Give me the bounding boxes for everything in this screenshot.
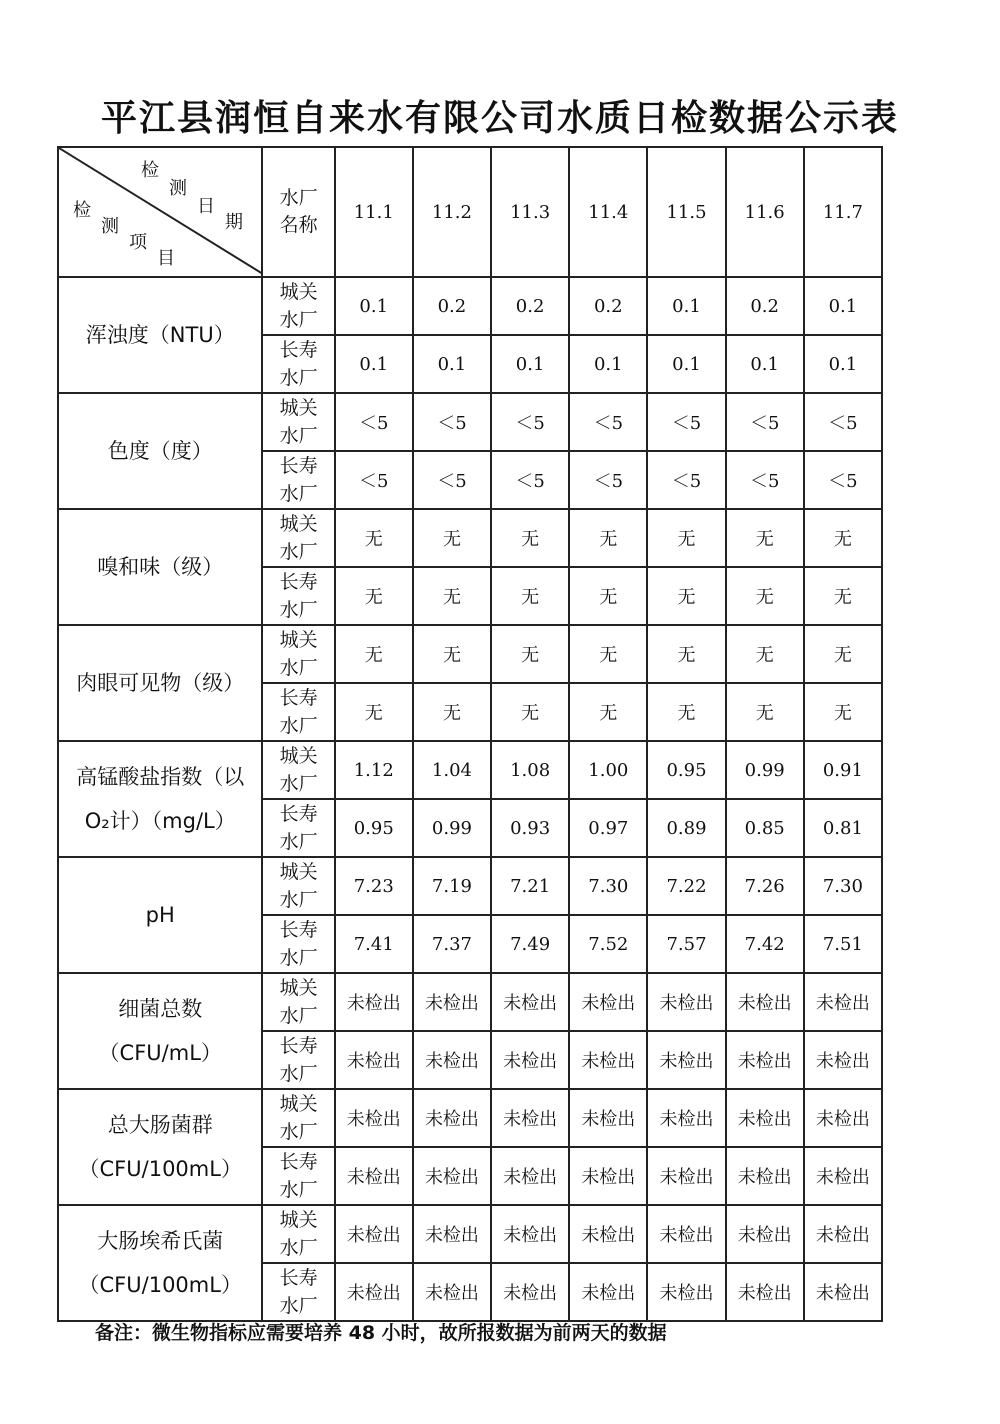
test-item-name: O₂计）（mg/L）	[84, 809, 236, 833]
value-cell: ＜5	[335, 451, 413, 509]
value-cell: 0.99	[413, 799, 491, 857]
plant-name-header: 水厂 名称	[262, 147, 334, 277]
value-cell: 无	[726, 683, 804, 741]
value-cell: 无	[726, 625, 804, 683]
table-row	[58, 741, 882, 799]
plant-name-cell: 城关 水厂	[262, 1205, 334, 1263]
value-cell: ＜5	[647, 451, 725, 509]
value-cell: 未检出	[804, 1263, 882, 1321]
value-cell: 0.91	[804, 741, 882, 799]
value-cell: 7.26	[726, 857, 804, 915]
value-cell: ＜5	[804, 393, 882, 451]
value-cell: 0.85	[726, 799, 804, 857]
test-item-cell	[58, 857, 262, 973]
value-cell: 未检出	[413, 1089, 491, 1147]
value-cell: 无	[569, 567, 647, 625]
value-cell: 未检出	[647, 1147, 725, 1205]
date-header: 11.4	[569, 147, 647, 277]
test-item-name: 总大肠菌群	[107, 1113, 213, 1137]
value-cell: 无	[569, 509, 647, 567]
value-cell: 0.1	[335, 277, 413, 335]
value-cell: 未检出	[413, 1263, 491, 1321]
value-cell: 无	[726, 509, 804, 567]
value-cell: 7.21	[491, 857, 569, 915]
table-row	[58, 277, 882, 335]
plant-name-cell: 城关 水厂	[262, 277, 334, 335]
value-cell: 0.1	[726, 335, 804, 393]
value-cell: ＜5	[569, 451, 647, 509]
value-cell: 未检出	[726, 1147, 804, 1205]
value-cell: 未检出	[491, 1147, 569, 1205]
value-cell: 0.1	[569, 335, 647, 393]
value-cell: 未检出	[726, 1031, 804, 1089]
value-cell: 无	[569, 683, 647, 741]
value-cell: 未检出	[647, 1205, 725, 1263]
value-cell: 未检出	[335, 1205, 413, 1263]
value-cell: 未检出	[647, 1031, 725, 1089]
value-cell: 无	[491, 683, 569, 741]
value-cell: 1.00	[569, 741, 647, 799]
date-header: 11.6	[726, 147, 804, 277]
value-cell: ＜5	[335, 393, 413, 451]
test-item-name: 大肠埃希氏菌	[97, 1229, 224, 1253]
value-cell: 未检出	[647, 973, 725, 1031]
test-item-name: 细菌总数	[118, 997, 203, 1021]
test-item-name: 高锰酸盐指数（以	[76, 765, 245, 789]
plant-name-cell: 城关 水厂	[262, 393, 334, 451]
value-cell: 无	[647, 625, 725, 683]
value-cell: 无	[335, 683, 413, 741]
value-cell: 未检出	[335, 1031, 413, 1089]
value-cell: 7.41	[335, 915, 413, 973]
corner-top-char: 期	[225, 212, 243, 233]
value-cell: 未检出	[491, 1089, 569, 1147]
corner-top-char: 检	[141, 160, 159, 181]
corner-top-char: 日	[197, 196, 215, 217]
table-row	[58, 393, 882, 451]
value-cell: 未检出	[335, 1147, 413, 1205]
table-row	[58, 1205, 882, 1263]
value-cell: 无	[804, 509, 882, 567]
value-cell: 无	[804, 683, 882, 741]
value-cell: 7.23	[335, 857, 413, 915]
value-cell: 7.51	[804, 915, 882, 973]
date-header: 11.5	[647, 147, 725, 277]
value-cell: 未检出	[413, 973, 491, 1031]
value-cell: 无	[569, 625, 647, 683]
value-cell: 0.97	[569, 799, 647, 857]
value-cell: 无	[413, 625, 491, 683]
corner-header-cell	[58, 147, 262, 277]
plant-name-cell: 长寿 水厂	[262, 915, 334, 973]
date-header: 11.3	[491, 147, 569, 277]
header-row	[58, 147, 882, 277]
test-item-cell	[58, 625, 262, 741]
value-cell: 未检出	[569, 973, 647, 1031]
value-cell: 无	[647, 509, 725, 567]
table-row	[58, 509, 882, 567]
value-cell: ＜5	[491, 451, 569, 509]
table-row	[58, 1089, 882, 1147]
test-item-cell	[58, 1205, 262, 1321]
value-cell: 0.93	[491, 799, 569, 857]
value-cell: 无	[335, 567, 413, 625]
test-item-name: （CFU/mL）	[98, 1041, 222, 1065]
value-cell: 无	[491, 625, 569, 683]
value-cell: 无	[491, 567, 569, 625]
test-item-cell	[58, 1089, 262, 1205]
value-cell: 0.1	[804, 277, 882, 335]
test-item-name: 浑浊度（NTU）	[85, 323, 235, 347]
value-cell: 无	[491, 509, 569, 567]
test-item-cell	[58, 973, 262, 1089]
value-cell: 0.1	[647, 335, 725, 393]
plant-name-cell: 长寿 水厂	[262, 451, 334, 509]
test-item-name: 色度（度）	[107, 439, 213, 463]
test-item-cell	[58, 509, 262, 625]
value-cell: 1.04	[413, 741, 491, 799]
value-cell: 7.52	[569, 915, 647, 973]
value-cell: 7.37	[413, 915, 491, 973]
page-title: 平江县润恒自来水有限公司水质日检数据公示表	[100, 98, 899, 139]
corner-top-char: 测	[169, 178, 187, 199]
value-cell: 未检出	[413, 1147, 491, 1205]
value-cell: 0.99	[726, 741, 804, 799]
value-cell: ＜5	[413, 451, 491, 509]
value-cell: 7.22	[647, 857, 725, 915]
value-cell: ＜5	[413, 393, 491, 451]
value-cell: 未检出	[804, 1147, 882, 1205]
table-row	[58, 857, 882, 915]
value-cell: 未检出	[804, 1031, 882, 1089]
value-cell: ＜5	[726, 451, 804, 509]
value-cell: 7.42	[726, 915, 804, 973]
value-cell: 未检出	[491, 1263, 569, 1321]
value-cell: 无	[413, 509, 491, 567]
plant-name-cell: 长寿 水厂	[262, 683, 334, 741]
value-cell: 0.95	[647, 741, 725, 799]
value-cell: 未检出	[569, 1263, 647, 1321]
value-cell: 0.1	[491, 335, 569, 393]
value-cell: ＜5	[569, 393, 647, 451]
value-cell: ＜5	[491, 393, 569, 451]
plant-name-cell: 城关 水厂	[262, 857, 334, 915]
plant-name-cell: 城关 水厂	[262, 509, 334, 567]
value-cell: 未检出	[804, 1205, 882, 1263]
value-cell: ＜5	[647, 393, 725, 451]
value-cell: 7.49	[491, 915, 569, 973]
value-cell: 0.81	[804, 799, 882, 857]
plant-name-cell: 城关 水厂	[262, 625, 334, 683]
plant-name-cell: 长寿 水厂	[262, 1263, 334, 1321]
value-cell: 无	[413, 683, 491, 741]
value-cell: 未检出	[335, 1263, 413, 1321]
value-cell: ＜5	[726, 393, 804, 451]
value-cell: 未检出	[413, 1031, 491, 1089]
value-cell: ＜5	[804, 451, 882, 509]
plant-name-cell: 长寿 水厂	[262, 1031, 334, 1089]
test-item-cell	[58, 277, 262, 393]
value-cell: 未检出	[491, 973, 569, 1031]
value-cell: 7.57	[647, 915, 725, 973]
plant-name-cell: 城关 水厂	[262, 741, 334, 799]
value-cell: 无	[804, 567, 882, 625]
plant-name-cell: 城关 水厂	[262, 973, 334, 1031]
corner-bottom-char: 项	[129, 232, 147, 253]
water-quality-table	[57, 146, 883, 1322]
value-cell: 0.1	[413, 335, 491, 393]
date-header: 11.2	[413, 147, 491, 277]
value-cell: 无	[804, 625, 882, 683]
value-cell: 0.95	[335, 799, 413, 857]
value-cell: 未检出	[726, 1089, 804, 1147]
test-item-name: 肉眼可见物（级）	[76, 671, 245, 695]
value-cell: 未检出	[491, 1031, 569, 1089]
value-cell: 0.2	[569, 277, 647, 335]
test-item-cell	[58, 393, 262, 509]
corner-bottom-char: 检	[73, 200, 91, 221]
plant-name-cell: 长寿 水厂	[262, 567, 334, 625]
value-cell: 未检出	[647, 1263, 725, 1321]
value-cell: 0.1	[335, 335, 413, 393]
value-cell: 7.19	[413, 857, 491, 915]
value-cell: 未检出	[335, 1089, 413, 1147]
value-cell: 7.30	[804, 857, 882, 915]
value-cell: 无	[647, 567, 725, 625]
table-row	[58, 973, 882, 1031]
value-cell: 无	[335, 625, 413, 683]
date-header: 11.1	[335, 147, 413, 277]
test-item-name: （CFU/100mL）	[78, 1157, 242, 1181]
value-cell: 0.1	[804, 335, 882, 393]
value-cell: 未检出	[335, 973, 413, 1031]
test-item-name: pH	[145, 903, 175, 927]
value-cell: 无	[413, 567, 491, 625]
value-cell: 未检出	[569, 1031, 647, 1089]
value-cell: 未检出	[569, 1147, 647, 1205]
corner-bottom-char: 测	[101, 216, 119, 237]
value-cell: 未检出	[413, 1205, 491, 1263]
value-cell: 0.89	[647, 799, 725, 857]
plant-name-cell: 长寿 水厂	[262, 1147, 334, 1205]
value-cell: 1.12	[335, 741, 413, 799]
value-cell: 无	[647, 683, 725, 741]
value-cell: 未检出	[647, 1089, 725, 1147]
footnote: 备注：微生物指标应需要培养 48 小时，故所报数据为前两天的数据	[95, 1322, 667, 1344]
test-item-cell	[58, 741, 262, 857]
plant-name-cell: 城关 水厂	[262, 1089, 334, 1147]
value-cell: 无	[726, 567, 804, 625]
value-cell: 未检出	[804, 973, 882, 1031]
value-cell: 无	[335, 509, 413, 567]
value-cell: 0.1	[647, 277, 725, 335]
plant-name-cell: 长寿 水厂	[262, 335, 334, 393]
value-cell: 未检出	[726, 973, 804, 1031]
value-cell: 未检出	[569, 1089, 647, 1147]
value-cell: 未检出	[491, 1205, 569, 1263]
value-cell: 未检出	[726, 1205, 804, 1263]
value-cell: 未检出	[569, 1205, 647, 1263]
value-cell: 1.08	[491, 741, 569, 799]
corner-bottom-char: 目	[157, 248, 175, 269]
date-header: 11.7	[804, 147, 882, 277]
value-cell: 7.30	[569, 857, 647, 915]
test-item-name: 嗅和味（级）	[97, 555, 224, 579]
value-cell: 0.2	[413, 277, 491, 335]
table-row	[58, 625, 882, 683]
value-cell: 0.2	[726, 277, 804, 335]
value-cell: 0.2	[491, 277, 569, 335]
value-cell: 未检出	[726, 1263, 804, 1321]
value-cell: 未检出	[804, 1089, 882, 1147]
test-item-name: （CFU/100mL）	[78, 1273, 242, 1297]
plant-name-cell: 长寿 水厂	[262, 799, 334, 857]
